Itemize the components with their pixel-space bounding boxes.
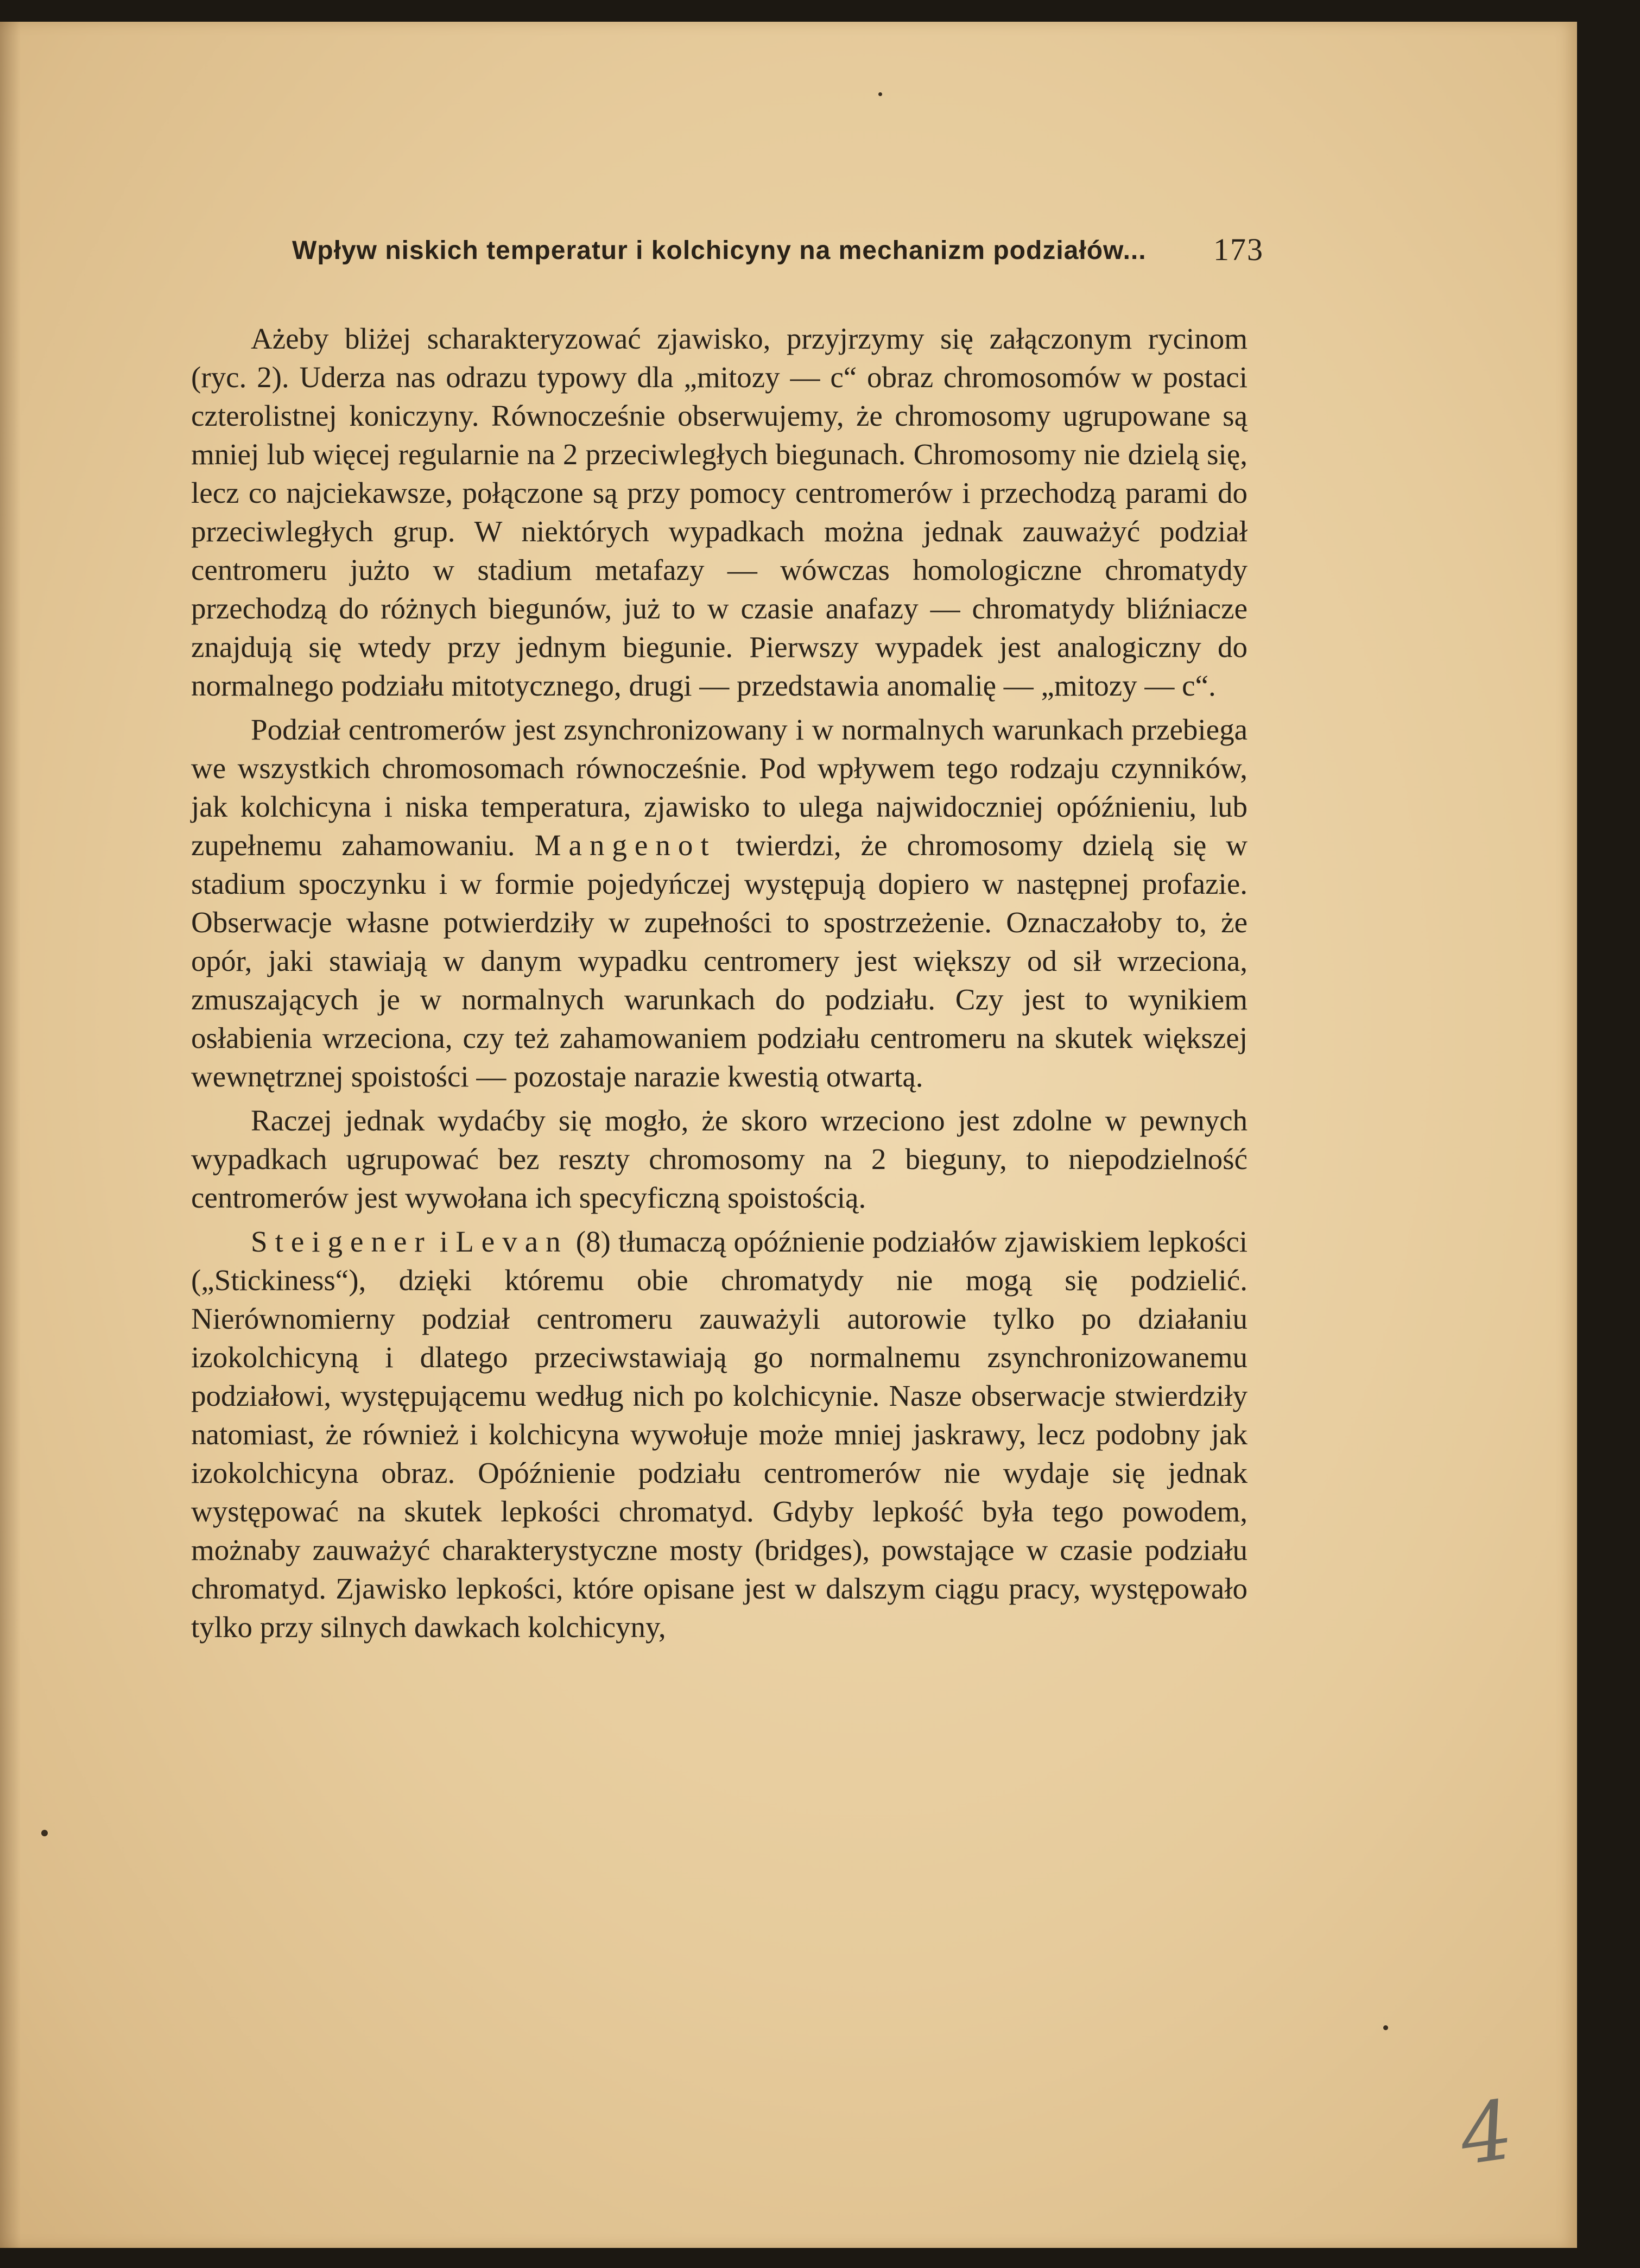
page-binding-shadow <box>0 22 21 2248</box>
running-title: Wpływ niskich temperatur i kolchicyny na mechanizm podziałów... <box>292 236 1147 265</box>
pencil-mark: 4 <box>1454 2082 1519 2184</box>
paragraph-3: Raczej jednak wydaćby się mogło, że skoro wrzeciono jest zdolne w pewnych wypadkach ugrupować bez reszty chromosomy na 2 bieguny, to niepodzielność centromerów jest wywołana ich specyficzną spoistością. <box>191 1104 1248 1214</box>
paragraph-2 <box>191 710 1248 1096</box>
paper-speck <box>1383 2025 1388 2030</box>
body-text <box>191 319 1248 1652</box>
conjunction: i <box>439 1225 448 1258</box>
author-name-mangenot: Mangenot <box>534 829 717 862</box>
paragraph-4 <box>191 1222 1248 1646</box>
author-name-levan: Levan <box>455 1225 568 1258</box>
page-number: 173 <box>1213 232 1264 267</box>
paragraph-4-text: (8) tłumaczą opóźnienie podziałów zjawiskiem lepkości („Stickiness“), dzięki któremu obie chromatydy nie mogą się podzielić. Nierównomierny podział centromeru zauważyli autorowie tylko po działaniu izokolchicyną i dlatego przeciwstawiają go normalnemu zsynchronizowanemu podziałowi, występującemu według nich po kolchicynie. Nasze obserwacje stwierdziły natomiast, że również i kolchicyna wywołuje może mniej jaskrawy, lecz podobny jak izokolchicyna obraz. Opóźnienie podziału centromerów nie wydaje się jednak występować na skutek lepkości chromatyd. Gdyby lepkość była tego powodem, możnaby zauważyć charakterystyczne mosty (bridges), powstające w czasie podziału chromatyd. Zjawisko lepkości, które opisane jest w dalszym ciągu pracy, występowało tylko przy silnych dawkach kolchicyny, <box>191 1225 1248 1644</box>
paper-speck <box>878 92 882 96</box>
paragraph-1: Ażeby bliżej scharakteryzować zjawisko, przyjrzymy się załączonym rycinom (ryc. 2). Uderza nas odrazu typowy dla „mitozy — c“ obraz chromosomów w postaci czterolistnej koniczyny. Równocześnie obserwujemy, że chromosomy ugrupowane są mniej lub więcej regularnie na 2 przeciwległych biegunach. Chromosomy nie dzielą się, lecz co najciekawsze, połączone są przy pomocy centromerów i przechodzą parami do przeciwległych grup. W niektórych wypadkach można jednak zauważyć podział centromeru jużto w stadium metafazy — wówczas homologiczne chromatydy przechodzą do różnych biegunów, już to w czasie anafazy — chromatydy bliźniacze znajdują się wtedy przy jednym biegunie. Pierwszy wypadek jest analogiczny do normalnego podziału mitotycznego, drugi — przedstawia anomalię — „mitozy — c“. <box>191 322 1248 702</box>
paragraph-2-text-after: twierdzi, że chromosomy dzielą się w stadium spoczynku i w formie pojedyńczej występują dopiero w następnej profazie. Obserwacje własne potwierdziły w zupełności to spostrzeżenie. Oznaczałoby to, że opór, jaki stawiają w danym wypadku centromery jest większy od sił wrzeciona, zmuszających je w normalnych warunkach do podziału. Czy jest to wynikiem osłabienia wrzeciona, czy też zahamowaniem podziału centromeru na skutek większej wewnętrznej spoistości — pozostaje narazie kwestią otwartą. <box>191 829 1248 1093</box>
book-page <box>0 22 1577 2248</box>
running-header <box>292 228 1264 271</box>
paragraph-2-text: Podział centromerów jest zsynchronizowany i w normalnych warunkach przebiega we wszystkich chromosomach równocześnie. Pod wpływem tego rodzaju czynników, jak kolchicyna i niska temperatura, zjawisko to ulega najwidoczniej opóźnieniu, lub zupełnemu zahamowaniu. <box>191 713 1248 862</box>
author-name-steigener: Steigener <box>251 1225 432 1258</box>
paper-speck <box>41 1830 48 1836</box>
